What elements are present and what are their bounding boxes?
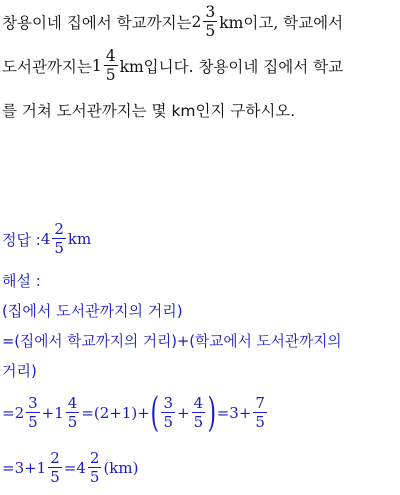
fraction: [161, 396, 175, 430]
plus-sign: +: [177, 404, 190, 422]
mixed-number-whole: 1: [91, 57, 102, 75]
equation-term: +1: [41, 404, 64, 422]
fraction-numerator: 4: [67, 394, 78, 412]
question-line-1: [2, 0, 398, 44]
fraction-numerator: 3: [28, 394, 38, 412]
answer-label: 정답 :: [2, 230, 41, 249]
mixed-number-whole: 2: [191, 13, 202, 31]
equation-unit: (km): [103, 459, 139, 477]
explanation-line-3: 거리): [2, 361, 37, 380]
fraction-denominator: 5: [54, 239, 64, 257]
fraction: [253, 396, 267, 430]
fraction-numerator: 3: [163, 394, 173, 412]
question: [2, 0, 398, 132]
fraction: [88, 451, 102, 485]
fraction: [66, 396, 80, 430]
equation-line-2: [2, 441, 398, 495]
large-left-paren: (: [150, 390, 159, 436]
question-text: km이고, 학교에서: [219, 14, 344, 32]
equation-line-1: [2, 385, 398, 441]
fraction-denominator: 5: [205, 22, 216, 40]
fraction-denominator: 5: [163, 413, 173, 431]
fraction-numerator: 2: [50, 449, 60, 467]
fraction-denominator: 5: [255, 413, 265, 431]
question-text: 창용이네 집에서 학교까지는: [2, 14, 192, 32]
fraction-numerator: 4: [105, 46, 116, 65]
fraction-numerator: 2: [89, 449, 100, 467]
equation-term: =3+1: [2, 459, 47, 477]
fraction: [203, 2, 217, 40]
question-line-3: 를 거쳐 도서관까지는 몇 km인지 구하시오.: [2, 102, 296, 120]
answer-line: [2, 213, 398, 265]
fraction-denominator: 5: [105, 66, 116, 84]
question-line-2: [2, 44, 398, 88]
fraction-numerator: 3: [205, 2, 216, 21]
answer-fraction: [52, 222, 66, 256]
answer-unit: km: [67, 230, 92, 248]
fraction-numerator: 2: [54, 220, 64, 238]
fraction: [104, 46, 118, 84]
fraction-denominator: 5: [28, 413, 38, 431]
fraction: [192, 396, 206, 430]
equation-term: =(2+1)+: [81, 404, 150, 422]
fraction-numerator: 7: [255, 394, 265, 412]
solution: [2, 213, 398, 495]
fraction: [26, 396, 40, 430]
explanation-label: 해설 :: [2, 271, 41, 290]
fraction-denominator: 5: [50, 468, 60, 486]
large-right-paren: ): [207, 390, 217, 436]
equation-term: =3+: [216, 404, 252, 422]
fraction-denominator: 5: [193, 413, 204, 431]
fraction-denominator: 5: [89, 468, 100, 486]
equation-term: =2: [2, 404, 25, 422]
explanation-line-2: =(집에서 학교까지의 거리)+(학교에서 도서관까지의: [2, 332, 342, 350]
equation-term: =4: [63, 459, 86, 477]
question-text: km입니다. 창용이네 집에서 학교: [119, 58, 344, 76]
fraction: [48, 451, 62, 485]
question-text: 도서관까지는: [2, 58, 92, 76]
explanation-line-1: (집에서 도서관까지의 거리): [2, 301, 183, 320]
fraction-denominator: 5: [67, 413, 78, 431]
answer-whole: 4: [40, 230, 51, 248]
fraction-numerator: 4: [193, 394, 204, 412]
